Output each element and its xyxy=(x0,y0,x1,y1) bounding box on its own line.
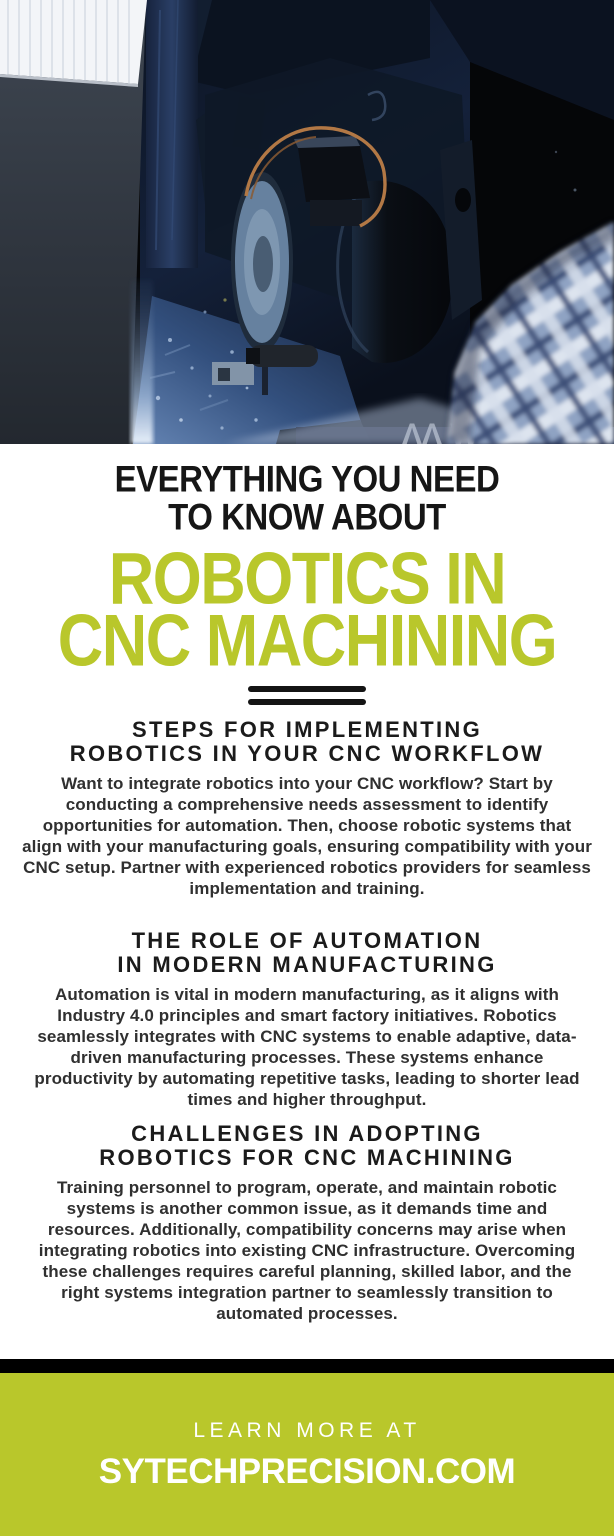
section-steps xyxy=(0,718,614,899)
divider-bar-bottom xyxy=(248,699,366,705)
hero-photo xyxy=(0,0,614,444)
main-title-line-2: CNC MACHINING xyxy=(57,600,557,682)
kicker-line-1: EVERYTHING YOU NEED xyxy=(114,458,500,500)
section-steps-body: Want to integrate robotics into your CNC workflow? Start by conducting a comprehensive needs assessment to identify opportunities for automation. Then, choose robotic systems that align with your manufacturing goals, ensuring compatibility with your CNC setup. Partner with experienced robotics providers for seamless implementation and training. xyxy=(22,774,592,898)
section-challenges-heading-line-2: ROBOTICS FOR CNC MACHINING xyxy=(99,1145,515,1170)
footer-learn-more-label: LEARN MORE AT xyxy=(193,1419,421,1442)
section-challenges-heading xyxy=(0,1122,614,1170)
section-steps-heading xyxy=(0,718,614,766)
footer xyxy=(0,1373,614,1536)
section-automation-heading xyxy=(0,929,614,977)
main-title-line-1: ROBOTICS IN xyxy=(108,538,506,620)
section-challenges-body: Training personnel to program, operate, and maintain robotic systems is another common issue, as it demands time and resources. Additionally, compatibility concerns may arise when integrating robotics into existing CNC infrastructure. Overcoming these challenges requires careful planning, skilled labor, and the right systems integration partner to seamlessly transition to automated processes. xyxy=(38,1178,576,1323)
tool-cylinder xyxy=(250,345,318,367)
cnc-machine-photo xyxy=(0,0,614,444)
footer-website-url: SYTECHPRECISION.COM xyxy=(98,1452,516,1491)
section-challenges xyxy=(0,1122,614,1324)
headline-main xyxy=(0,538,614,682)
section-automation xyxy=(0,929,614,1110)
divider-bar-top xyxy=(248,686,366,692)
section-automation-body: Automation is vital in modern manufacturing, as it aligns with Industry 4.0 principles and smart factory initiatives. Robotics seamlessly integrates with CNC systems to enable adaptive, data-driven manufacturing processes. These systems enhance productivity by automating repetitive tasks, leading to shorter lead times and higher throughput. xyxy=(34,985,580,1109)
headline-kicker xyxy=(0,458,614,538)
white-panel xyxy=(0,0,147,87)
kicker-line-2: TO KNOW ABOUT xyxy=(168,496,446,538)
section-automation-heading-line-2: IN MODERN MANUFACTURING xyxy=(117,952,497,977)
section-steps-heading-line-2: ROBOTICS IN YOUR CNC WORKFLOW xyxy=(69,741,545,766)
machine-disc xyxy=(231,172,293,352)
title-divider xyxy=(0,686,614,705)
black-separator-bar xyxy=(0,1359,614,1373)
edge-glow xyxy=(131,280,153,444)
section-challenges-heading-line-1: CHALLENGES IN ADOPTING xyxy=(131,1121,483,1146)
section-automation-heading-line-1: THE ROLE OF AUTOMATION xyxy=(131,928,483,953)
section-steps-heading-line-1: STEPS FOR IMPLEMENTING xyxy=(131,717,483,742)
